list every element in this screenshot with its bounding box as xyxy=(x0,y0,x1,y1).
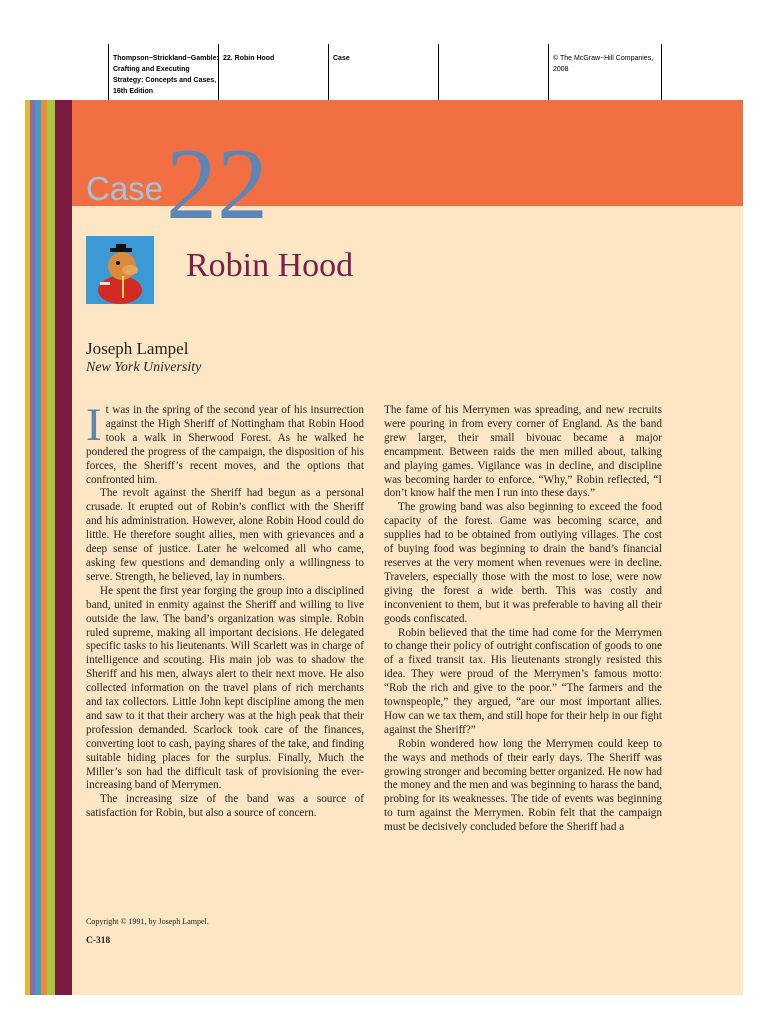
drop-cap: I xyxy=(86,399,102,451)
header-blank xyxy=(438,44,548,104)
paragraph: The increasing size of the band was a source of satisfaction for Robin, but also a source of concern. xyxy=(86,793,364,820)
color-stripe xyxy=(47,100,55,995)
case-number: 22 xyxy=(166,128,268,241)
header-copyright: © The McGraw−Hill Companies, 2008 xyxy=(548,44,662,104)
paragraph: Robin wondered how long the Merrymen could keep to the ways and methods of their early days. The Sheriff was growing stronger and becoming better organized. He now had the money and the men and was beginning to harass the band, probing for its weaknesses. The tide of events was beginning to turn against the Merrymen. Robin felt that the campaign must be decisively concluded before the Sheriff had a xyxy=(384,737,662,834)
color-stripe xyxy=(55,100,72,995)
paragraph: The revolt against the Sheriff had begun as a personal crusade. It erupted out of Robin’s conflict with the Sheriff and his administration. However, alone Robin Hood could do little. He therefore sought allies, men with grievances and a deep sense of justice. Later he welcomed all who came, asking few questions and demanding only a willingness to serve. Strength, he believed, lay in numbers. xyxy=(86,487,364,583)
paragraph: The fame of his Merrymen was spreading, and new recruits were pouring in from every corner of England. As the band grew larger, their small bivouac became a major encampment. Between raids the men milled about, talking and playing games. Vigilance was in decline, and discipline was becoming harder to enforce. “Why,” Robin reflected, “I don’t know half the men I run into these days.” xyxy=(384,404,662,500)
text-column-left xyxy=(86,399,364,821)
header-type: Case xyxy=(328,44,438,104)
case-label: Case xyxy=(86,170,164,207)
page-number: C-318 xyxy=(86,936,111,946)
page-title: Robin Hood xyxy=(186,247,354,284)
paragraph: Robin believed that the time had come for the Merrymen to change their policy of outright confiscation of goods to one of a fixed transit tax. His lieutenants strongly resisted this idea. They were proud of the Merrymen’s famous motto: “Rob the rich and give to the poor.” “The farmers and the townspeople,” they argued, “are our most important allies. How can we tax them, and still hope for their help in our fight against the Sheriff?” xyxy=(384,626,662,736)
author-name: Joseph Lampel xyxy=(86,339,189,358)
copyright-note: Copyright © 1991, by Joseph Lampel. xyxy=(86,917,209,926)
header-table xyxy=(108,44,662,104)
paragraph: He spent the first year forging the group into a disciplined band, united in enmity against the Sheriff and willing to live outside the law. The band’s organization was simple. Robin ruled supreme, making all important decisions. He delegated specific tasks to his lieutenants. Will Scarlett was in charge of intelligence and scouting. His main job was to shadow the Sheriff and his men, always alert to their next move. He also collected information on the travel plans of rich merchants and tax collectors. Little John kept discipline among the men and saw to it that their archery was at the high peak that their profession demanded. Scarlock took care of the finances, converting loot to cash, paying shares of the take, and finding suitable hiding places for the surplus. Finally, Much the Miller’s son had the difficult task of provisioning the ever-increasing band of Merrymen. xyxy=(86,584,364,792)
paragraph-text: t was in the spring of the second year of his insurrection against the High Sheriff of Nottingham that Robin Hood took a walk in Sherwood Forest. As he walked he pondered the progress of the campaign, the disposition of his forces, the Sheriff’s recent moves, and the options that confronted him. xyxy=(86,404,364,486)
author-affiliation: New York University xyxy=(86,360,202,375)
mascot-icon xyxy=(86,236,154,304)
header-book: Thompson−Strickland−Gamble: Crafting and Executing Strategy: Concepts and Cases, 16th Edition xyxy=(108,44,218,104)
paragraph: The growing band was also beginning to exceed the food capacity of the forest. Game was becoming scarce, and supplies had to be obtained from outlying villages. The cost of buying food was beginning to drain the band’s financial reserves at the very moment when revenues were in decline. Travelers, especially those with the most to lose, were now giving the forest a wide berth. This was costly and inconvenient to them, but it was preferable to having all their goods confiscated. xyxy=(384,501,662,625)
paragraph xyxy=(86,399,364,487)
header-chapter: 22. Robin Hood xyxy=(218,44,328,104)
text-column-right xyxy=(384,404,662,835)
